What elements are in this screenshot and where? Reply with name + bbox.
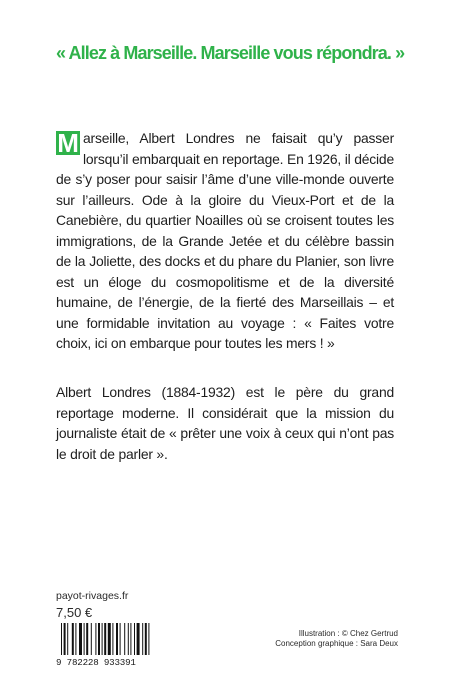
barcode-bar (137, 623, 140, 655)
summary-text: arseille, Albert Londres ne faisait qu’y passer lorsqu’il embarquait en reportage. En 1926, il décide de s’y poser pour saisir l’âme d’une ville-monde ouverte sur l’ailleurs. Ode à la gloire du Vieux-Port et de la Canebière, du quartier Noailles où se croisent toutes les immigrations, de la Grande Jetée et du célèbre bassin de la Joliette, des docks et du phare du Planier, son livre est un éloge du cosmopolitisme et de la diversité humaine, de l’énergie, de la fierté des Marseillais – et une formidable invitation au voyage : « Faites votre choix, ici on embarque pour toutes les mers ! » (56, 130, 394, 351)
illustration-credit: Illustration : © Chez Gertrud (298, 629, 398, 638)
barcode-bar (120, 623, 121, 655)
barcode-bar (84, 623, 85, 655)
barcode-bar (128, 623, 129, 655)
barcode-bar (145, 623, 147, 655)
headline-quote: « Allez à Marseille. Marseille vous répondra. » (56, 43, 405, 63)
author-bio-paragraph: Albert Londres (1884-1932) est le père du grand reportage moderne. Il considérait que la mission du journaliste était de « prêter une voix à ceux qui n’ont pas le droit de parler ». (56, 384, 394, 462)
barcode-bar (134, 623, 135, 655)
barcode-bar (91, 623, 92, 655)
barcode-bar (124, 623, 125, 655)
price: 7,50 € (56, 605, 93, 620)
barcode-bar (79, 623, 82, 655)
design-credit: Conception graphique : Sara Deux (275, 639, 398, 648)
isbn-number: 9 782228 933391 (56, 657, 136, 668)
barcode-bar (102, 623, 103, 655)
barcode-bar (104, 623, 106, 655)
barcode-bar (61, 623, 62, 655)
barcode-bar (116, 623, 118, 655)
publisher-url: payot-rivages.fr (56, 590, 129, 602)
barcode-bar (148, 623, 149, 655)
barcode-bar (67, 623, 68, 655)
barcode-bar (86, 623, 88, 655)
barcode-bar (75, 623, 76, 655)
barcode-bar (95, 623, 96, 655)
barcode-bar (108, 623, 111, 655)
barcode-bars (61, 623, 167, 657)
barcode-bar (142, 623, 143, 655)
summary-paragraph (56, 128, 394, 354)
barcode-bar (72, 623, 74, 655)
isbn-barcode (56, 623, 170, 668)
dropcap-box (56, 128, 80, 158)
barcode-bar (64, 623, 66, 655)
barcode-bar (130, 623, 131, 655)
credits (258, 629, 398, 649)
barcode-bar (98, 623, 100, 655)
dropcap-letter: M (57, 128, 79, 158)
barcode-bar (112, 623, 113, 655)
